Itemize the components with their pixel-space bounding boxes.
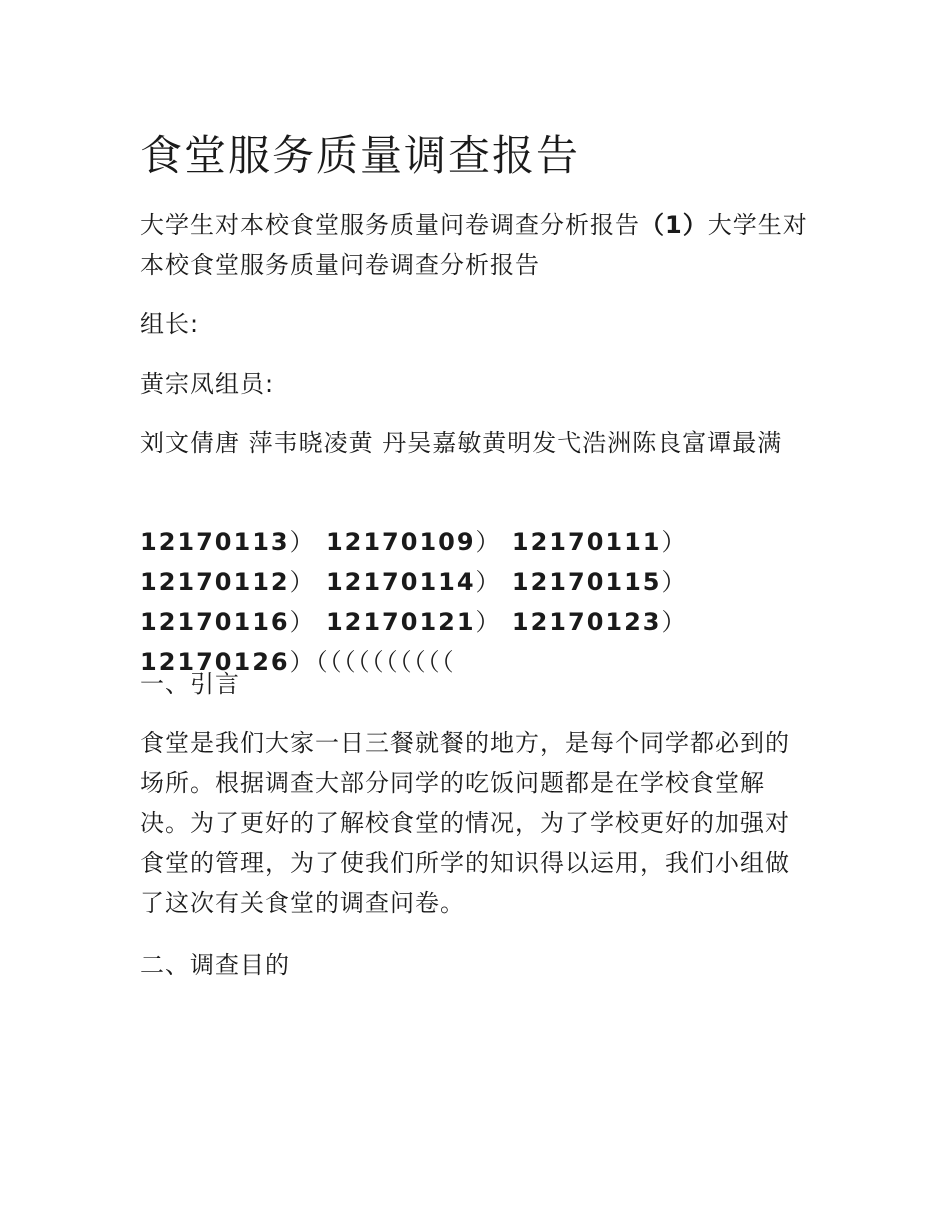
subtitle-part1: 大学生对本校食堂服务质量问卷调查分析报告 <box>140 211 640 239</box>
document-title: 食堂服务质量调查报告 <box>140 131 581 180</box>
members-list: 刘文倩唐 萍韦晓凌黄 丹吴嘉敏黄明发弋浩洲陈良富谭最满 <box>140 429 783 457</box>
section-heading-purpose: 二、调查目的 <box>140 951 290 979</box>
student-id: 12170113 <box>140 528 290 556</box>
subtitle-part2: 大学生对本校食堂服务质量问卷调查分析报告 <box>140 211 808 279</box>
student-id: 12170126 <box>140 648 290 676</box>
student-id: 12170114 <box>325 568 476 596</box>
student-id: 12170112 <box>140 568 290 596</box>
student-id: 12170123 <box>511 608 662 636</box>
student-id: 12170121 <box>325 608 476 636</box>
student-id: 12170116 <box>140 608 290 636</box>
student-id: 12170109 <box>325 528 476 556</box>
leader-label: 组长: <box>140 310 200 338</box>
subtitle-number: （1） <box>640 211 708 239</box>
members-label: 黄宗凤组员: <box>140 370 275 398</box>
subtitle <box>140 205 810 285</box>
section-heading-introduction: 一、引言 <box>140 670 240 698</box>
trailing-parens: （（（（（（（（（（ <box>315 648 456 676</box>
section-body-introduction: 食堂是我们大家一日三餐就餐的地方，是每个同学都必到的场所。根据调查大部分同学的吃饭问题都是在学校食堂解决。为了更好的了解校食堂的情况，为了学校更好的加强对食堂的管理，为了使我们所学的知识得以运用，我们小组做了这次有关食堂的调查问卷。 <box>140 729 790 917</box>
student-id: 12170111 <box>511 528 662 556</box>
student-id: 12170115 <box>511 568 662 596</box>
student-ids: 12170113） 12170109） 12170111） 12170112） 12170114） 12170115） 12170116） 12170121） 12170123） 12170126）（（（（（（（（（（ <box>140 528 688 676</box>
